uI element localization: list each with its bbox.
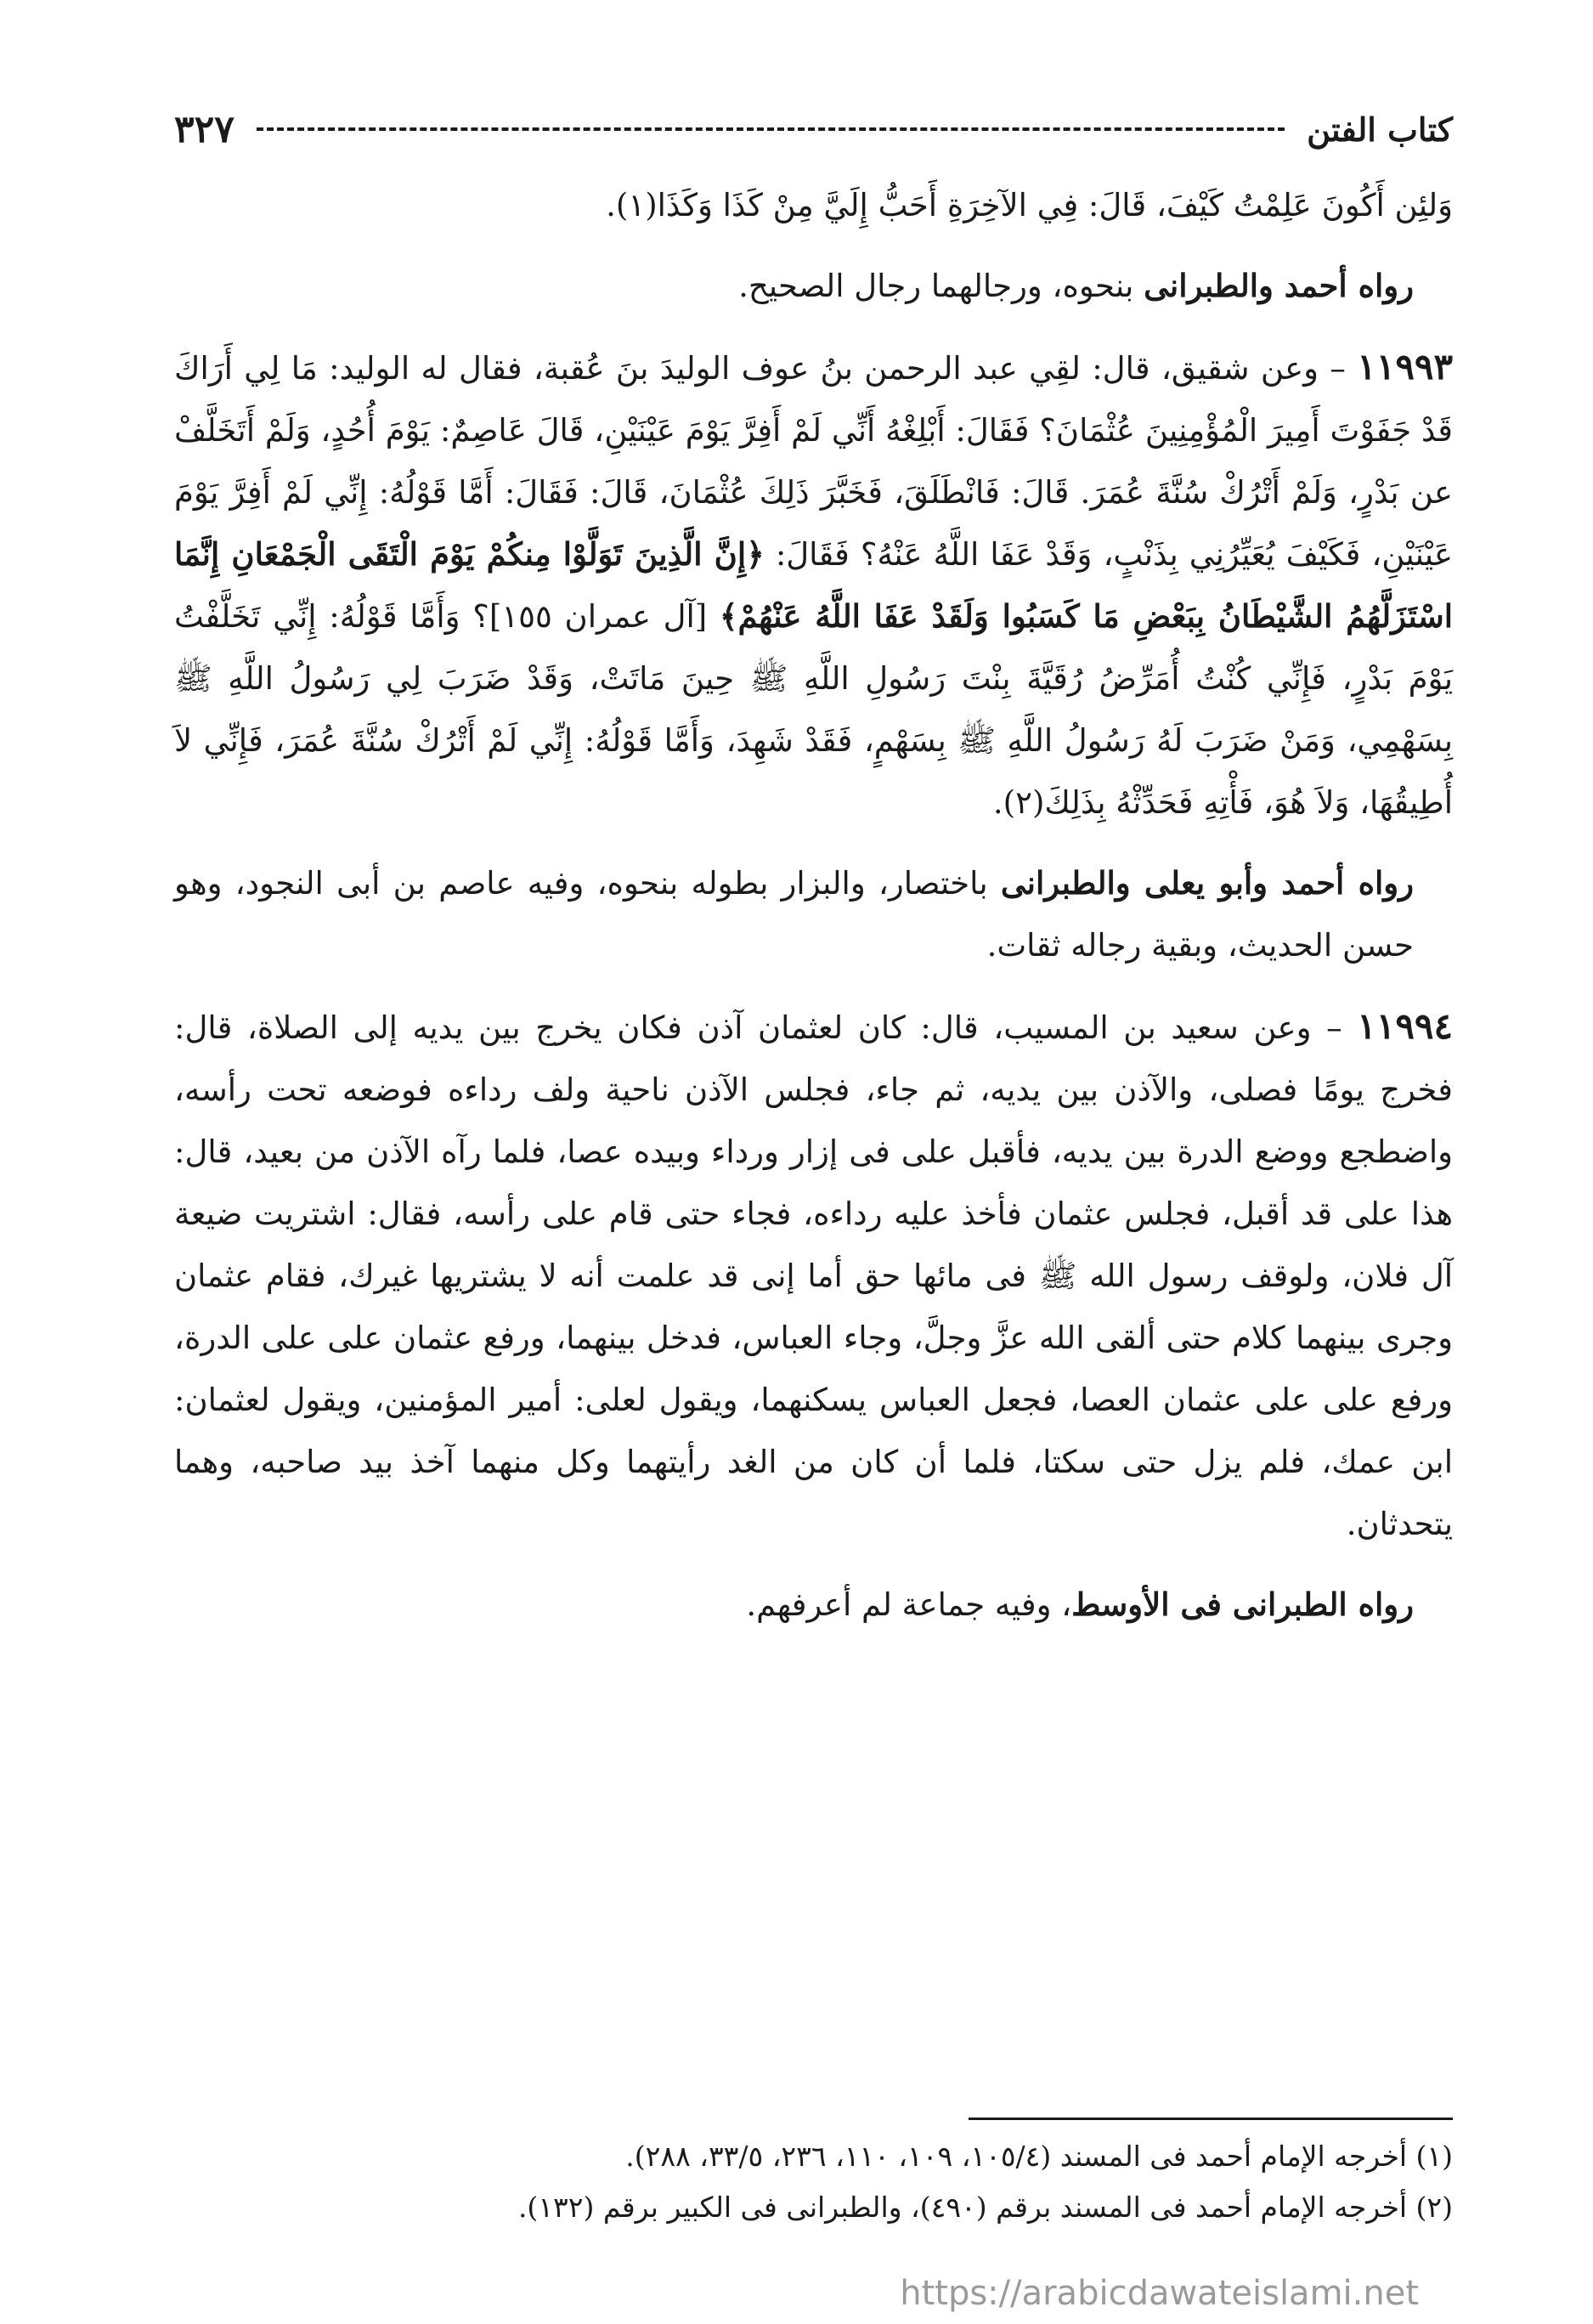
main-text xyxy=(174,174,1453,1654)
hadith-number: ١١٩٩٣ xyxy=(1357,346,1453,387)
narration-note xyxy=(174,1574,1453,1636)
hadith-11993 xyxy=(174,336,1453,834)
page-header xyxy=(174,104,1453,155)
hadith-text-part1: – وعن شقيق، قال: لقِي عبد الرحمن بنُ عوف الوليدَ بنَ عُقبة، فقال له الوليد: مَا لِي أَرَاكَ قَدْ جَفَوْتَ أَمِيرَ الْمُؤْمِنِينَ عُثْمَانَ؟ فَقَالَ: أَبْلِغْهُ أَنِّي لَمْ أَفِرَّ يَوْمَ عَيْنَيْنِ، قَالَ عَاصِمٌ: يَوْمَ أُحُدٍ، وَلَمْ أَتَخَلَّفْ عن بَدْرٍ، وَلَمْ أَتْرُكْ سُنَّةَ عُمَرَ. قَالَ: فَانْطَلَقَ، فَخَبَّرَ ذَلِكَ عُثْمَانَ، قَالَ: فَقَالَ: أَمَّا قَوْلُهُ: إِنِّي لَمْ أَفِرَّ يَوْمَ عَيْنَيْنِ، فَكَيْفَ يُعَيِّرُنِي بِذَنْبٍ، وَقَدْ عَفَا اللَّهُ عَنْهُ؟ فَقَالَ: xyxy=(174,350,1453,573)
footnotes xyxy=(174,2131,1453,2233)
footnote-1: (١) أخرجه الإمام أحمد فى المسند (١٠٥/٤، ١٠٩، ١١٠، ٢٣٦، ٣٣/٥، ٢٨٨). xyxy=(625,2140,1453,2173)
narration-sources: رواه أحمد وأبو يعلى والطبرانى xyxy=(1000,864,1414,902)
chapter-title: كتاب الفتن xyxy=(1307,110,1453,149)
hadith-text-part2: [آل عمران ١٥٥]؟ وَأَمَّا قَوْلُهُ: إِنِّي تَخَلَّفْتُ يَوْمَ بَدْرٍ، فَإِنِّي كُنْتُ أُمَرِّضُ رُقَيَّةَ بِنْتَ رَسُولِ اللَّهِ ﷺ حِينَ مَاتَتْ، وَقَدْ ضَرَبَ لِي رَسُولُ اللَّهِ ﷺ بِسَهْمِي، وَمَنْ ضَرَبَ لَهُ رَسُولُ اللَّهِ ﷺ بِسَهْمٍ، فَقَدْ شَهِدَ، وَأَمَّا قَوْلُهُ: إِنِّي لَمْ أَتْرُكْ سُنَّةَ عُمَرَ، فَإِنِّي لاَ أُطِيقُهَا، وَلاَ هُوَ، فَأْتِهِ فَحَدِّثْهُ بِذَلِكَ(٢). xyxy=(174,598,1453,821)
hadith-11994 xyxy=(174,995,1453,1555)
hadith-text: – وعن سعيد بن المسيب، قال: كان لعثمان آذن فكان يخرج بين يديه إلى الصلاة، قال: فخرج يومًا فصلى، والآذن بين يديه، ثم جاء، فجلس الآذن ناحية ولف رداءه فوضعه تحت رأسه، واضطجع ووضع الدرة بين يديه، فأقبل على فى إزار ورداء وبيده عصا، فلما رآه الآذن من بعيد، قال: هذا على قد أقبل، فجلس عثمان فأخذ عليه رداءه، فجاء حتى قام على رأسه، فقال: اشتريت ضيعة آل فلان، ولوقف رسول الله ﷺ فى مائها حق أما إنى قد علمت أنه لا يشتريها غيرك، فقام عثمان وجرى بينهما كلام حتى ألقى الله عزَّ وجلَّ، وجاء العباس، فدخل بينهما، ورفع عثمان على على الدرة، ورفع على على عثمان العصا، فجعل العباس يسكنهما، ويقول لعلى: أمير المؤمنين، ويقول لعثمان: ابن عمك، فلم يزل حتى سكتا، فلما أن كان من الغد رأيتهما وكل منهما آخذ بيد صاحبه، وهما يتحدثان. xyxy=(174,1009,1453,1542)
hadith-number: ١١٩٩٤ xyxy=(1357,1005,1453,1047)
narration-remark: باختصار، والبزار بطوله بنحوه، وفيه عاصم بن أبى النجود، وهو حسن الحديث، وبقية رجاله ثقات. xyxy=(174,865,1414,964)
narration-sources: رواه الطبرانى فى الأوسط xyxy=(1071,1586,1414,1623)
narration-note xyxy=(174,255,1453,317)
narration-sources: رواه أحمد والطبرانى xyxy=(1144,267,1414,304)
continuation-paragraph: وَلئِن أَكُونَ عَلِمْتُ كَيْفَ، قَالَ: فِي الآخِرَةِ أَحَبُّ إِلَيَّ مِنْ كَذَا وَكَذَا(١). xyxy=(606,187,1453,223)
footnote-2: (٢) أخرجه الإمام أحمد فى المسند برقم (٤٩٠)، والطبرانى فى الكبير برقم (١٣٢). xyxy=(517,2191,1453,2224)
watermark-url: https://arabicdawateislami.net xyxy=(900,2274,1419,2313)
narration-note xyxy=(174,852,1453,976)
header-dashed-rule xyxy=(257,127,1285,131)
quran-verse: ﴿إِنَّ الَّذِينَ تَوَلَّوْا مِنكُمْ يَوْمَ الْتَقَى الْجَمْعَانِ إِنَّمَا اسْتَزَلَّهُمُ الشَّيْطَانُ بِبَعْضِ مَا كَسَبُوا وَلَقَدْ عَفَا اللَّهُ عَنْهُمْ﴾ xyxy=(174,535,1453,635)
page-number: ٣٢٧ xyxy=(174,107,234,151)
narration-remark: ، وفيه جماعة لم أعرفهم. xyxy=(746,1586,1072,1623)
narration-remark: بنحوه، ورجالهما رجال الصحيح. xyxy=(738,268,1144,304)
footnote-separator xyxy=(969,2118,1453,2120)
